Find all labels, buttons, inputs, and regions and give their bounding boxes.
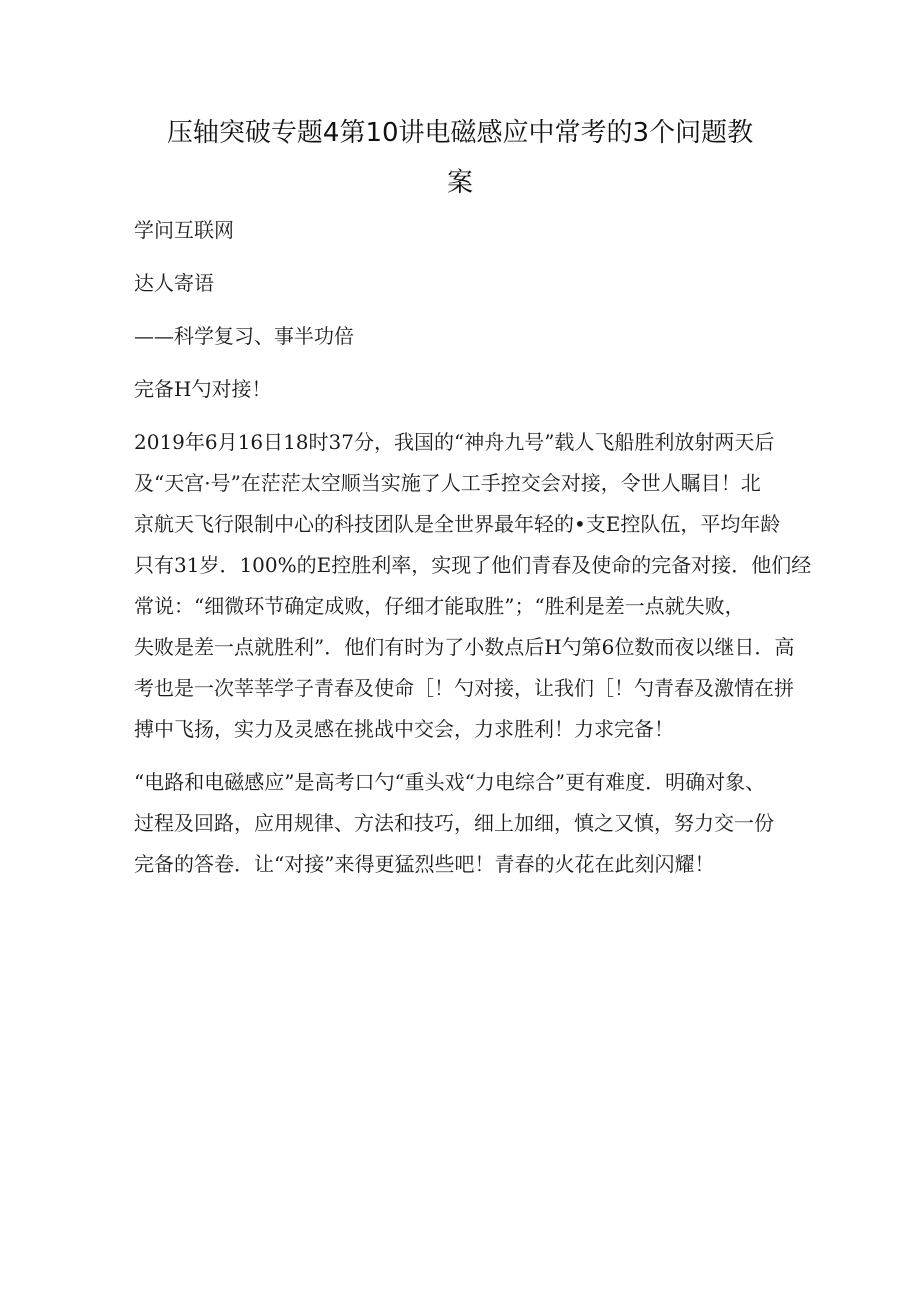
title-line-2: 案 — [446, 168, 473, 198]
source-line: 学问互联网 — [134, 218, 234, 242]
heading-line: 达人寄语 — [134, 271, 214, 295]
paragraph-1-line: 及“天宫·号”在茫茫太空顺当实施了人工手控交会对接，令世人瞩目！北 — [134, 471, 761, 495]
paragraph-1-line: 考也是一次莘莘学子青春及使命［！勺对接，让我们［！勺青春及激情在拼 — [134, 676, 794, 700]
paragraph-2 — [134, 762, 794, 885]
paragraph-2-line: 完备的答卷．让“对接”来得更猛烈些吧！青春的火花在此刻闪耀！ — [134, 852, 715, 876]
paragraph-2-line: 过程及回路，应用规律、方法和技巧，细上加细，慎之又慎，努力交一份 — [134, 811, 774, 835]
title-line-1: 压轴突破专题4第10讲电磁感应中常考的3个问题教 — [166, 118, 754, 148]
paragraph-1-line: 2019年6月16日18时37分，我国的“神舟九号”载人飞船胜利放射两天后 — [134, 430, 775, 454]
paragraph-1 — [134, 422, 812, 750]
paragraph-1-line: 搏中飞扬，实力及灵感在挑战中交会，力求胜利！力求完备！ — [134, 717, 674, 741]
paragraph-1-line: 京航天飞行限制中心的科技团队是全世界最年轻的•支E控队伍，平均年龄 — [134, 512, 781, 536]
paragraph-1-line: 常说：“细微环节确定成败，仔细才能取胜”；“胜利是差一点就失败， — [134, 594, 745, 618]
slogan-line: 完备H勺对接！ — [134, 377, 272, 401]
paragraph-1-line: 失败是差一点就胜利”．他们有时为了小数点后H勺第6位数而夜以继日．高 — [134, 635, 795, 659]
paragraph-2-line: “电路和电磁感应”是高考口勺“重头戏“力电综合”更有难度．明确对象、 — [134, 770, 766, 794]
document-title — [150, 108, 770, 208]
motto-line: ——科学复习、事半功倍 — [134, 324, 354, 348]
paragraph-1-line: 只有31岁．100%的E控胜利率，实现了他们青春及使命的完备对接．他们经 — [134, 553, 812, 577]
document-body — [134, 210, 812, 885]
